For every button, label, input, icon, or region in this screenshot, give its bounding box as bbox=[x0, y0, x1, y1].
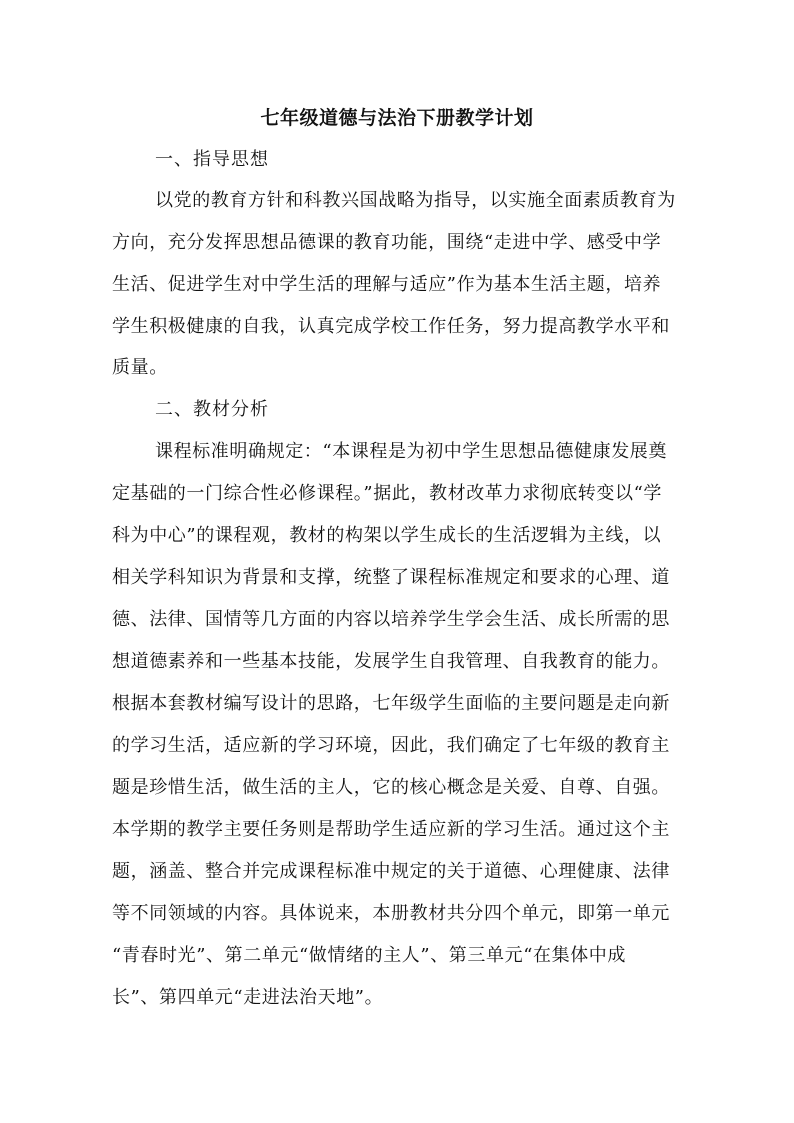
paragraph-line: “青春时光”、第二单元“做情绪的主人”、第三单元“在集体中成 bbox=[112, 945, 627, 966]
paragraph-line: 根据本套教材编写设计的思路，七年级学生面临的主要问题是走向新 bbox=[112, 693, 670, 714]
paragraph-line: 生活、促进学生对中学生活的理解与适应”作为基本生活主题，培养 bbox=[112, 274, 662, 295]
paragraph-line: 的学习生活，适应新的学习环境，因此，我们确定了七年级的教育主 bbox=[112, 735, 670, 756]
paragraph-line: 方向，充分发挥思想品德课的教育功能，围绕“走进中学、感受中学 bbox=[112, 232, 662, 253]
paragraph-line: 题是珍惜生活，做生活的主人，它的核心概念是关爱、自尊、自强。 bbox=[112, 777, 670, 798]
paragraph-line: 等不同领域的内容。具体说来，本册教材共分四个单元，即第一单元 bbox=[112, 903, 670, 924]
paragraph-line: 本学期的教学主要任务则是帮助学生适应新的学习生活。通过这个主 bbox=[112, 819, 670, 840]
paragraph-line: 质量。 bbox=[112, 357, 168, 378]
paragraph-line: 以党的教育方针和科教兴国战略为指导，以实施全面素质教育为 bbox=[155, 190, 676, 211]
paragraph-line: 科为中心”的课程观，教材的构架以学生成长的生活逻辑为主线，以 bbox=[112, 525, 662, 546]
section-heading-guiding-ideology: 一、指导思想 bbox=[155, 149, 269, 170]
paragraph-line: 课程标准明确规定：“本课程是为初中学生思想品德健康发展奠 bbox=[155, 441, 667, 462]
document-title: 七年级道德与法治下册教学计划 bbox=[260, 107, 534, 129]
paragraph-line: 学生积极健康的自我，认真完成学校工作任务，努力提高教学水平和 bbox=[112, 316, 670, 337]
paragraph-line: 相关学科知识为背景和支撑，统整了课程标准规定和要求的心理、道 bbox=[112, 567, 670, 588]
paragraph-line: 定基础的一门综合性必修课程。”据此，教材改革力求彻底转变以“学 bbox=[112, 483, 663, 504]
paragraph-line: 想道德素养和一些基本技能，发展学生自我管理、自我教育的能力。 bbox=[112, 651, 670, 672]
section-heading-textbook-analysis: 二、教材分析 bbox=[155, 399, 269, 420]
paragraph-line: 长”、第四单元“走进法治天地”。 bbox=[112, 987, 384, 1008]
paragraph-line: 题，涵盖、整合并完成课程标准中规定的关于道德、心理健康、法律 bbox=[112, 861, 670, 882]
paragraph-line: 德、法律、国情等几方面的内容以培养学生学会生活、成长所需的思 bbox=[112, 609, 670, 630]
